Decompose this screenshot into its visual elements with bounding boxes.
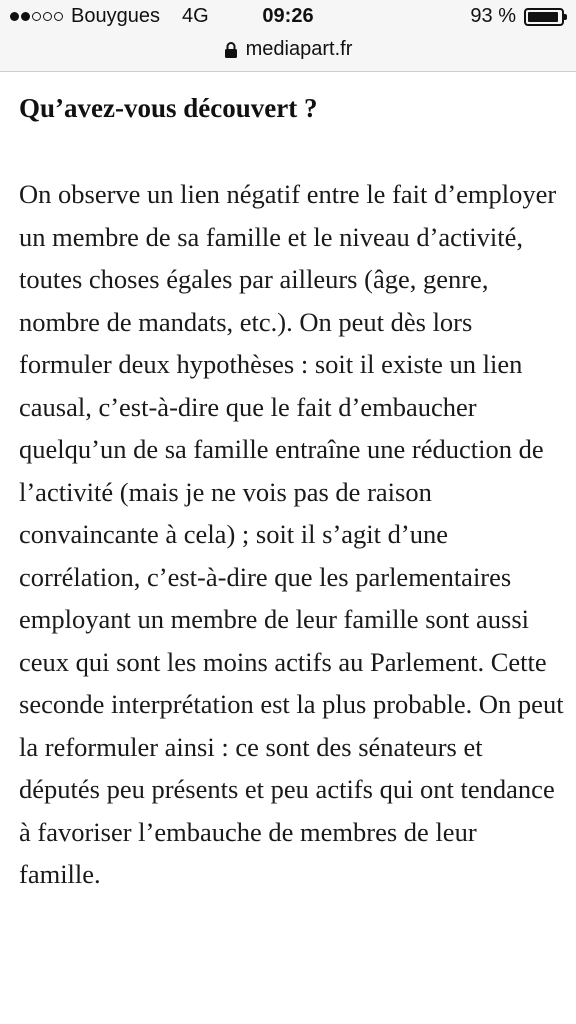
address-bar[interactable] — [0, 36, 576, 72]
lock-icon — [224, 41, 238, 59]
article-content — [19, 72, 564, 896]
battery-icon — [524, 8, 564, 26]
battery-level — [528, 12, 558, 22]
article-question-heading: Qu’avez-vous découvert ? — [19, 93, 318, 123]
status-right — [470, 5, 564, 28]
clock: 09:26 — [262, 5, 314, 27]
battery-percent: 93 % — [470, 5, 516, 27]
status-bar — [0, 0, 576, 36]
article-paragraph: On observe un lien négatif entre le fait d’employer un membre de sa famille et le niveau d’activité, toutes choses égales par ailleurs (âge, genre, nombre de mandats, etc.). On peut dès lors formuler deux hypothèses : soit il existe un lien causal, c’est-à-dire que le fait d’embaucher quelqu’un de sa famille entraîne une réduction de l’activité (mais je ne vois pas de raison convaincante à cela) ; soit il s’agit d’une corrélation, c’est-à-dire que les parlementaires employant un membre de leur famille sont aussi ceux qui sont les moins actifs au Parlement. Cette seconde interprétation est la plus probable. On peut la reformuler ainsi : ce sont des sénateurs et députés peu présents et peu actifs qui ont tendance à favoriser l’embauche de membres de leur famille. — [19, 179, 564, 889]
url-domain[interactable]: mediapart.fr — [245, 38, 353, 60]
carrier-name: Bouygues — [71, 5, 160, 27]
address-bar-content[interactable] — [0, 38, 576, 61]
network-type: 4G — [181, 5, 209, 27]
